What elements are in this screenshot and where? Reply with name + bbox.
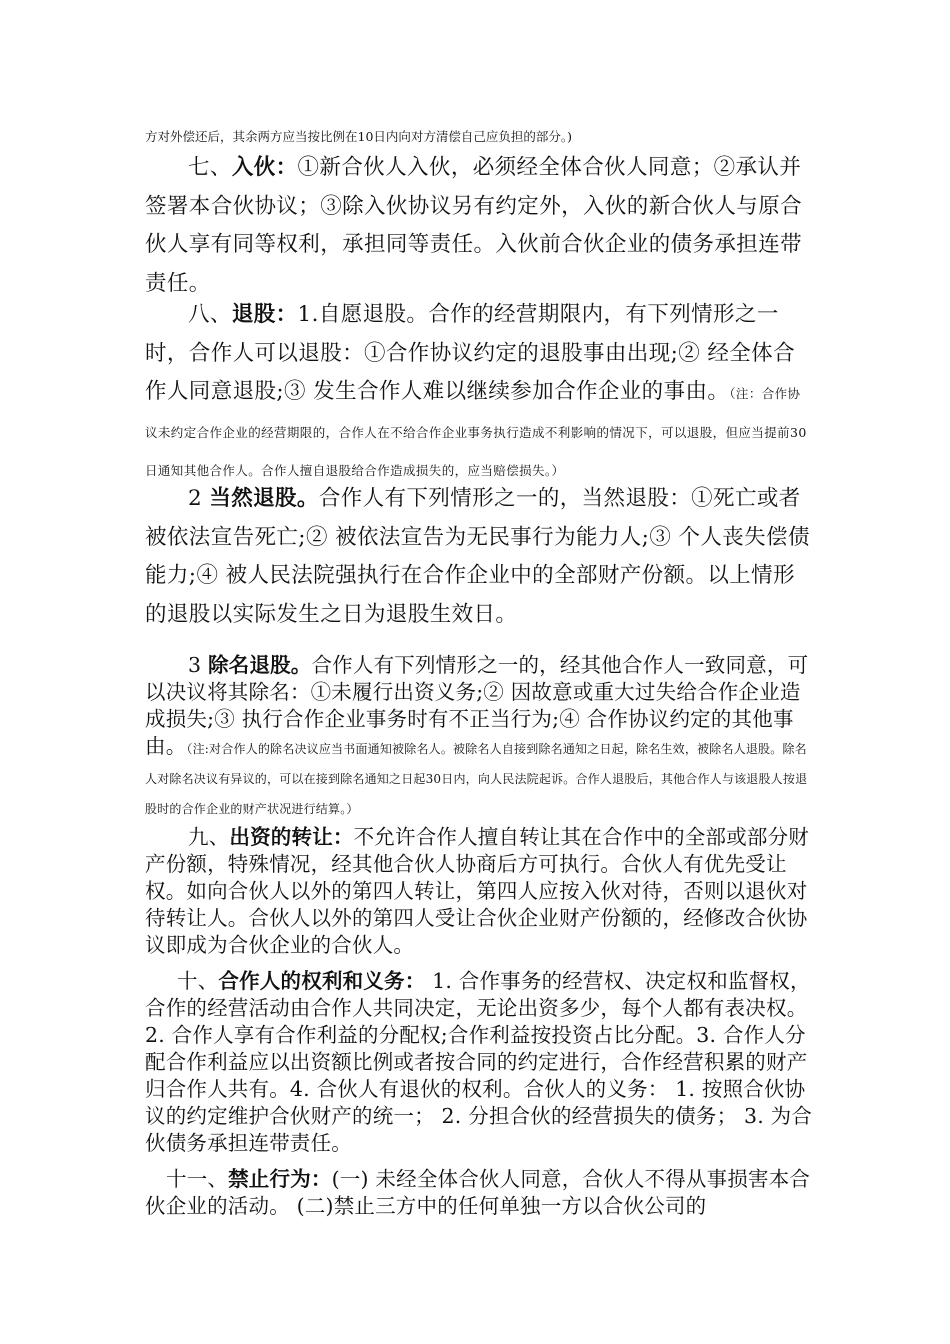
section-10-heading: 合作人的权利和义务： xyxy=(218,969,426,993)
section-7-heading: 入伙： xyxy=(231,155,298,180)
section-8-3-body: 合作人有下列情形之一的，经其他合作人一致同意，可以决议将其除名：①未履行出资义务;② 因故意或重大过失给合作企业造成损失;③ 执行合作企业事务时有不正当行为;④ 合作协议约定的其他事由。 xyxy=(145,653,809,758)
section-7-number: 七、 xyxy=(188,155,232,180)
section-8-2-heading: 当然退股。 xyxy=(209,486,319,511)
section-8-2-body: 合作人有下列情形之一的，当然退股：①死亡或者被依法宣告死亡;② 被依法宣告为无民事行为能力人;③ 个人丧失偿债能力;④ 被人民法院强执行在合作企业中的全部财产份额。以上情形的退股以实际发生之日为退股生效日。 xyxy=(145,486,810,627)
section-11-body: (一) 未经全体合伙人同意，合伙人不得从事损害本合伙企业的活动。 (二)禁止三方中的任何单独一方以合伙公司的 xyxy=(145,1167,811,1218)
section-8-withdrawal xyxy=(145,296,813,489)
section-9-body: 不允许合作人擅自转让其在合作中的全部或部分财产份额，特殊情况，经其他合伙人协商后方可执行。合伙人有优先受让权。如向合伙人以外的第四人转让，第四人应按入伙对待，否则以退伙对待转让人。合伙人以外的第四人受让合伙企业财产份额的，经修改合伙协议即成为合伙企业的合伙人。 xyxy=(145,825,810,957)
section-10-body: 1. 合作事务的经营权、决定权和监督权，合作的经营活动由合作人共同决定，无论出资多少，每个人都有表决权。 2. 合作人享有合作利益的分配权;合作利益按投资占比分配。3. 合作人分配合作利益应以出资额比例或者按合同的约定进行，合作经营积累的财产归合作人共有。4. 合伙人有退伙的权利。合伙人的义务： 1. 按照合伙协议的约定维护合伙财产的统一； 2. 分担合伙的经营损失的债务； 3. 为合伙债务承担连带责任。 xyxy=(145,969,813,1155)
section-9-heading: 出资的转让： xyxy=(229,825,354,849)
section-11-heading: 禁止行为： xyxy=(228,1167,332,1191)
section-8-2-automatic-withdrawal xyxy=(145,480,813,634)
section-7-body: ①新合伙人入伙，必须经全体合伙人同意；②承认并签署本合伙协议；③除入伙协议另有约定外，入伙的新合伙人与原合伙人享有同等权利，承担同等责任。入伙前合伙企业的债务承担连带责任。 xyxy=(145,155,803,296)
section-8-2-number: 2 xyxy=(188,486,210,511)
section-8-3-note: （注:对合作人的除名决议应当书面通知被除名人。被除名人自接到除名通知之日起，除名生效，被除名人退股。除名人对除名决议有异议的，可以在接到除名通知之日起30日内，向人民法院起诉。合作人退股后，其他合作人与该退股人按退股时的合作企业的财产状况进行结算。） xyxy=(145,742,808,816)
section-10-rights-duties xyxy=(145,968,813,1157)
section-9-transfer xyxy=(145,824,813,959)
section-8-number: 八、 xyxy=(188,302,232,327)
section-8-note: （注：合作协议未约定合作企业的经营期限的，合作人在不给合作企业事务执行造成不利影响的情况下，可以退股，但应当提前30日通知其他合作人。合作人擅自退股给合作造成损失的，应当赔偿损失。） xyxy=(145,386,807,478)
section-8-3-expulsion xyxy=(145,652,813,823)
section-7-admission xyxy=(145,149,813,303)
section-8-body: 1.自愿退股。合作的经营期限内，有下列情形之一时，合作人可以退股：①合作协议约定的退股事由出现;② 经全体合作人同意退股;③ 发生合作人难以继续参加合作企业的事由。 xyxy=(145,302,795,404)
section-11-number: 十一、 xyxy=(166,1167,229,1191)
note-continuation xyxy=(145,127,813,147)
section-10-number: 十、 xyxy=(177,969,219,993)
section-8-heading: 退股： xyxy=(231,302,298,327)
section-9-number: 九、 xyxy=(188,825,230,849)
section-8-3-number: 3 xyxy=(188,653,208,677)
note-continuation-text: 方对外偿还后，其余两方应当按比例在10日内向对方清偿自己应负担的部分。) xyxy=(145,129,573,144)
section-11-prohibited xyxy=(145,1166,813,1220)
section-8-3-heading: 除名退股。 xyxy=(207,653,312,677)
